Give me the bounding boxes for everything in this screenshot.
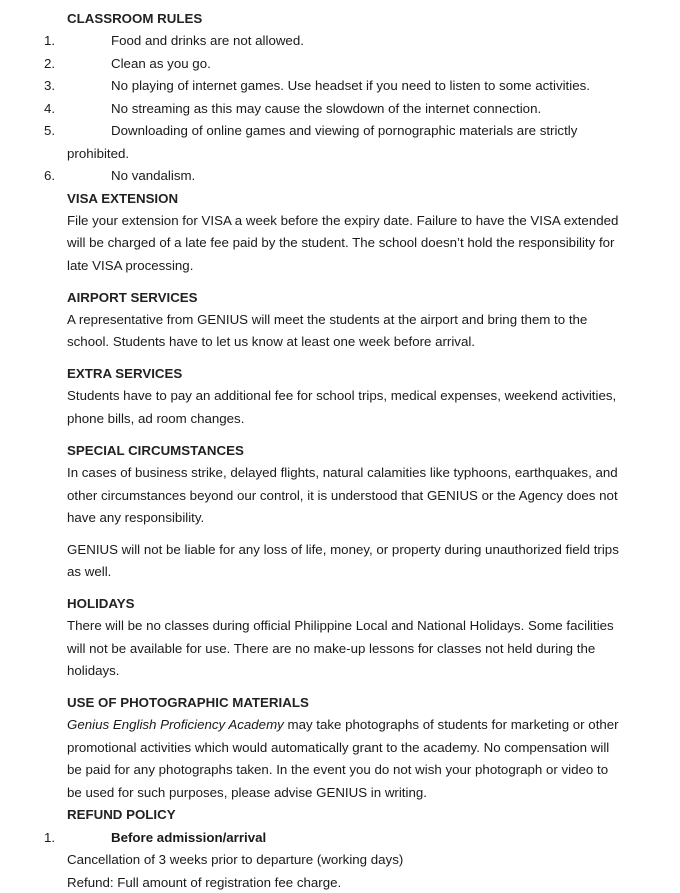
paragraph-line: A representative from GENIUS will meet the students at the airport and bring them to the (67, 312, 588, 327)
classroom-rules-heading: CLASSROOM RULES (67, 11, 203, 26)
academy-name: Genius English Proficiency Academy (67, 717, 284, 732)
refund-policy-heading: REFUND POLICY (67, 807, 176, 822)
paragraph-line: promotional activities which would automatically grant to the academy. No compensation will (67, 740, 610, 755)
rule-number: 4. (44, 101, 56, 116)
rule-text: No streaming as this may cause the slowdown of the internet connection. (111, 101, 542, 116)
refund-item-title: Before admission/arrival (111, 830, 267, 845)
airport-services-heading: AIRPORT SERVICES (67, 290, 198, 305)
rule-text: Food and drinks are not allowed. (111, 33, 304, 48)
paragraph-line: holidays. (67, 663, 120, 678)
rule-text: No vandalism. (111, 168, 196, 183)
paragraph-line: Students have to pay an additional fee for school trips, medical expenses, weekend activities, (67, 388, 617, 403)
paragraph-line (67, 717, 619, 733)
paragraph-line: phone bills, ad room changes. (67, 411, 245, 426)
paragraph-line: will be charged of a late fee paid by the student. The school doesn’t hold the responsibility for (67, 235, 615, 250)
paragraph-line: will not be available for use. There are no make-up lessons for classes not held during the (67, 641, 596, 656)
paragraph-line-rest: may take photographs of students for marketing or other (283, 717, 619, 732)
paragraph-line: as well. (67, 564, 112, 579)
rule-text-continuation: prohibited. (67, 146, 130, 161)
paragraph-line: have any responsibility. (67, 510, 205, 525)
rule-number: 1. (44, 33, 56, 48)
extra-services-heading: EXTRA SERVICES (67, 366, 183, 381)
rule-text: Clean as you go. (111, 56, 211, 71)
paragraph-line: Refund: Full amount of registration fee charge. (67, 875, 342, 890)
paragraph-line: late VISA processing. (67, 258, 194, 273)
paragraph-line: school. Students have to let us know at least one week before arrival. (67, 334, 476, 349)
paragraph-line: be used for such purposes, please advise GENIUS in writing. (67, 785, 427, 800)
rule-number: 5. (44, 123, 56, 138)
holidays-heading: HOLIDAYS (67, 596, 135, 611)
rule-number: 3. (44, 78, 56, 93)
visa-extension-heading: VISA EXTENSION (67, 191, 179, 206)
rule-text: No playing of internet games. Use headset if you need to listen to some activities. (111, 78, 590, 93)
refund-item-number: 1. (44, 830, 56, 845)
paragraph-line: There will be no classes during official Philippine Local and National Holidays. Some facilities (67, 618, 614, 633)
rule-number: 6. (44, 168, 56, 183)
paragraph-line: File your extension for VISA a week before the expiry date. Failure to have the VISA extended (67, 213, 619, 228)
paragraph-line: Cancellation of 3 weeks prior to departure (working days) (67, 852, 404, 867)
rule-number: 2. (44, 56, 56, 71)
paragraph-line: be paid for any photographs taken. In the event you do not wish your photograph or video to (67, 762, 609, 777)
paragraph-line: GENIUS will not be liable for any loss of life, money, or property during unauthorized field trips (67, 542, 619, 557)
rule-text: Downloading of online games and viewing of pornographic materials are strictly (111, 123, 578, 138)
paragraph-line: other circumstances beyond our control, it is understood that GENIUS or the Agency does not (67, 488, 618, 503)
paragraph-line: In cases of business strike, delayed flights, natural calamities like typhoons, earthquakes, and (67, 465, 618, 480)
photographic-materials-heading: USE OF PHOTOGRAPHIC MATERIALS (67, 695, 309, 710)
special-circumstances-heading: SPECIAL CIRCUMSTANCES (67, 443, 244, 458)
